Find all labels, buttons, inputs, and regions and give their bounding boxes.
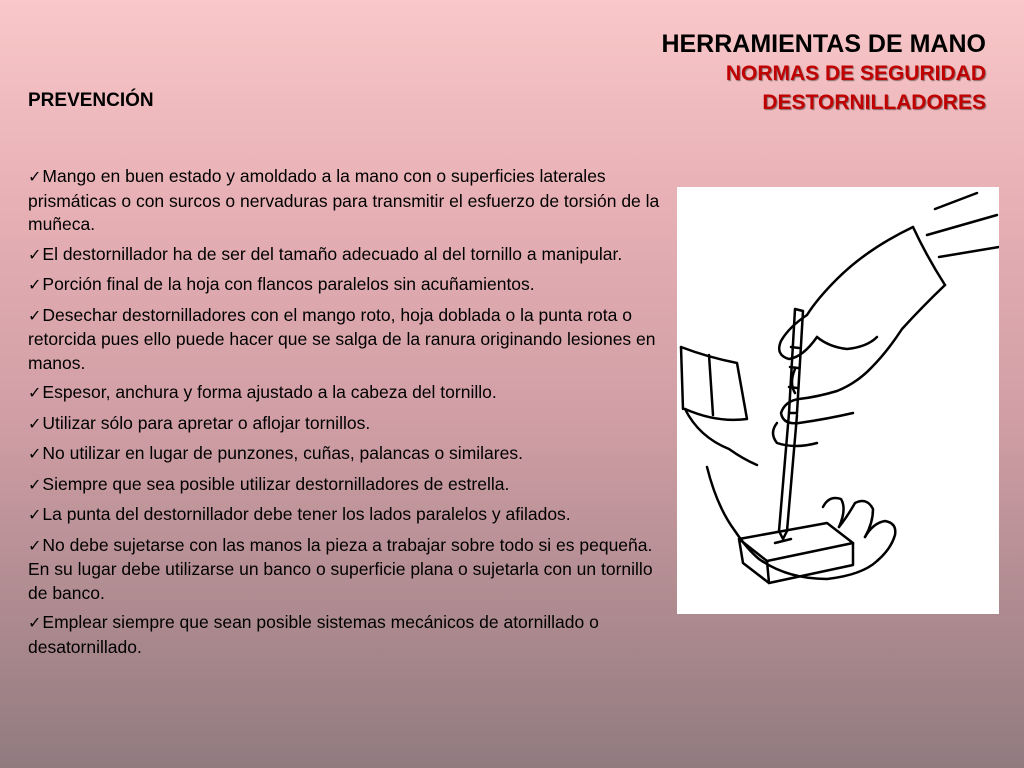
- check-icon: ✓: [28, 169, 42, 186]
- check-icon: ✓: [28, 615, 42, 632]
- list-item: [28, 611, 668, 659]
- list-item-text: Emplear siempre que sean posible sistemas mecánicos de atornillado o desatornillado.: [28, 612, 599, 657]
- section-heading: PREVENCIÓN: [28, 90, 154, 111]
- check-icon: ✓: [28, 476, 42, 494]
- prevention-list: [28, 165, 668, 665]
- check-icon: ✓: [28, 385, 42, 402]
- list-item: [28, 473, 668, 498]
- list-item-text: No debe sujetarse con las manos la pieza a trabajar sobre todo si es pequeña. En su lugar debe utilizarse un banco o superficie plana o sujetarla con un tornillo de banco.: [28, 534, 653, 603]
- check-icon: ✓: [28, 246, 42, 264]
- list-item-text: El destornillador ha de ser del tamaño adecuado al del tornillo a manipular.: [42, 243, 623, 264]
- check-icon: ✓: [28, 507, 42, 524]
- list-item-text: Utilizar sólo para apretar o aflojar tornillos.: [42, 412, 371, 433]
- list-item-text: Espesor, anchura y forma ajustado a la cabeza del tornillo.: [42, 382, 497, 402]
- title-block: [661, 30, 986, 117]
- list-item-text: Siempre que sea posible utilizar destornilladores de estrella.: [42, 473, 510, 494]
- list-item: [28, 412, 668, 437]
- check-icon: ✓: [28, 415, 42, 433]
- list-item-text: Mango en buen estado y amoldado a la mano con o superficies laterales prismáticas o con surcos o nervaduras para transmitir el esfuerzo de torsión de la muñeca.: [28, 166, 660, 234]
- list-item: [28, 442, 668, 467]
- screwdriver-drawing: [677, 187, 999, 614]
- page-title: HERRAMIENTAS DE MANO: [661, 30, 986, 58]
- list-item-text: No utilizar en lugar de punzones, cuñas, palancas o similares.: [42, 443, 523, 463]
- check-icon: ✓: [28, 277, 42, 294]
- list-item: [28, 243, 668, 268]
- check-icon: ✓: [28, 537, 42, 555]
- hands-screwdriver-illustration: [677, 187, 999, 614]
- list-item: [28, 381, 668, 406]
- list-item: [28, 165, 668, 237]
- list-item: [28, 304, 668, 376]
- list-item-text: Desechar destornilladores con el mango roto, hoja doblada o la punta rota o retorcida pues ello puede hacer que se salga de la ranura originando lesiones en manos.: [28, 304, 656, 373]
- page-subtitle-norms: NORMAS DE SEGURIDAD: [725, 62, 986, 85]
- list-item-text: Porción final de la hoja con flancos paralelos sin acuñamientos.: [42, 274, 535, 294]
- check-icon: ✓: [28, 446, 42, 463]
- list-item-text: La punta del destornillador debe tener los lados paralelos y afilados.: [42, 504, 571, 524]
- check-icon: ✓: [28, 307, 42, 325]
- list-item: [28, 273, 668, 298]
- list-item: [28, 534, 668, 606]
- page-subtitle-topic: DESTORNILLADORES: [762, 91, 986, 114]
- list-item: [28, 503, 668, 528]
